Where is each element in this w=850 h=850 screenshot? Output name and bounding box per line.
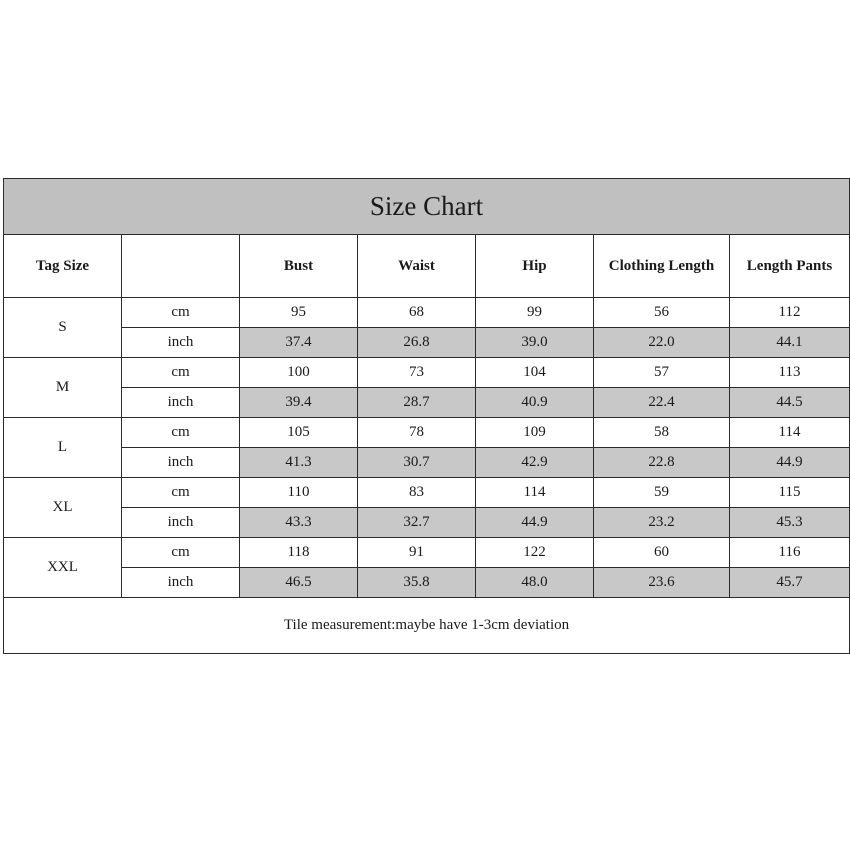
measurement-cell: 114: [730, 418, 850, 448]
header-bust: Bust: [240, 235, 358, 298]
unit-cell: inch: [122, 388, 240, 418]
measurement-cell: 110: [240, 478, 358, 508]
table-row: [4, 568, 850, 598]
measurement-cell: 57: [594, 358, 730, 388]
size-chart-table: [3, 178, 850, 654]
table-row: [4, 358, 850, 388]
measurement-cell: 105: [240, 418, 358, 448]
measurement-cell: 23.2: [594, 508, 730, 538]
measurement-cell: 58: [594, 418, 730, 448]
measurement-cell: 100: [240, 358, 358, 388]
measurement-cell: 22.0: [594, 328, 730, 358]
unit-cell: inch: [122, 448, 240, 478]
measurement-cell: 73: [358, 358, 476, 388]
measurement-cell: 32.7: [358, 508, 476, 538]
measurement-cell: 113: [730, 358, 850, 388]
measurement-cell: 43.3: [240, 508, 358, 538]
unit-cell: cm: [122, 538, 240, 568]
measurement-cell: 91: [358, 538, 476, 568]
tag-size-cell: M: [4, 358, 122, 418]
table-row: [4, 418, 850, 448]
measurement-note: Tile measurement:maybe have 1-3cm deviation: [4, 598, 850, 654]
measurement-cell: 44.9: [730, 448, 850, 478]
header-waist: Waist: [358, 235, 476, 298]
header-hip: Hip: [476, 235, 594, 298]
measurement-cell: 95: [240, 298, 358, 328]
measurement-cell: 44.5: [730, 388, 850, 418]
tag-size-cell: XL: [4, 478, 122, 538]
table-row: [4, 538, 850, 568]
measurement-cell: 30.7: [358, 448, 476, 478]
measurement-cell: 22.8: [594, 448, 730, 478]
header-unit: [122, 235, 240, 298]
tag-size-cell: S: [4, 298, 122, 358]
measurement-cell: 45.7: [730, 568, 850, 598]
measurement-cell: 40.9: [476, 388, 594, 418]
measurement-cell: 44.1: [730, 328, 850, 358]
measurement-cell: 23.6: [594, 568, 730, 598]
size-chart: [3, 178, 849, 654]
unit-cell: cm: [122, 358, 240, 388]
header-row: [4, 235, 850, 298]
measurement-cell: 37.4: [240, 328, 358, 358]
unit-cell: inch: [122, 508, 240, 538]
measurement-cell: 41.3: [240, 448, 358, 478]
measurement-cell: 112: [730, 298, 850, 328]
tag-size-cell: XXL: [4, 538, 122, 598]
measurement-cell: 114: [476, 478, 594, 508]
measurement-cell: 68: [358, 298, 476, 328]
measurement-cell: 46.5: [240, 568, 358, 598]
header-length-pants: Length Pants: [730, 235, 850, 298]
table-row: [4, 508, 850, 538]
measurement-cell: 48.0: [476, 568, 594, 598]
measurement-cell: 104: [476, 358, 594, 388]
measurement-cell: 83: [358, 478, 476, 508]
table-row: [4, 448, 850, 478]
measurement-cell: 45.3: [730, 508, 850, 538]
table-row: [4, 478, 850, 508]
table-row: [4, 298, 850, 328]
measurement-cell: 99: [476, 298, 594, 328]
measurement-cell: 116: [730, 538, 850, 568]
header-tag-size: Tag Size: [4, 235, 122, 298]
note-row: [4, 598, 850, 654]
measurement-cell: 39.4: [240, 388, 358, 418]
unit-cell: inch: [122, 328, 240, 358]
measurement-cell: 35.8: [358, 568, 476, 598]
unit-cell: cm: [122, 418, 240, 448]
measurement-cell: 28.7: [358, 388, 476, 418]
measurement-cell: 26.8: [358, 328, 476, 358]
measurement-cell: 122: [476, 538, 594, 568]
tag-size-cell: L: [4, 418, 122, 478]
table-row: [4, 388, 850, 418]
chart-title: Size Chart: [4, 179, 850, 235]
measurement-cell: 78: [358, 418, 476, 448]
measurement-cell: 118: [240, 538, 358, 568]
header-clothing-length: Clothing Length: [594, 235, 730, 298]
measurement-cell: 60: [594, 538, 730, 568]
measurement-cell: 39.0: [476, 328, 594, 358]
measurement-cell: 22.4: [594, 388, 730, 418]
unit-cell: cm: [122, 478, 240, 508]
measurement-cell: 59: [594, 478, 730, 508]
unit-cell: inch: [122, 568, 240, 598]
measurement-cell: 109: [476, 418, 594, 448]
measurement-cell: 42.9: [476, 448, 594, 478]
unit-cell: cm: [122, 298, 240, 328]
measurement-cell: 56: [594, 298, 730, 328]
table-row: [4, 328, 850, 358]
measurement-cell: 44.9: [476, 508, 594, 538]
measurement-cell: 115: [730, 478, 850, 508]
